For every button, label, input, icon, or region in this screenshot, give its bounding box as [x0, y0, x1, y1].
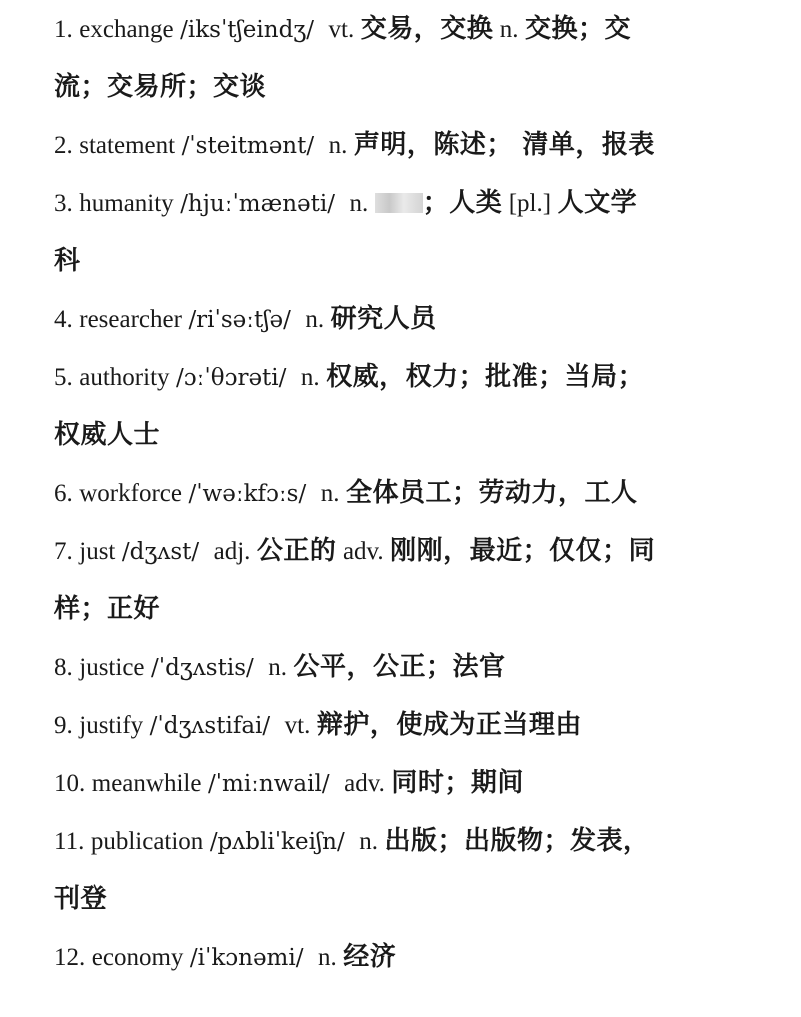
- entry-word: exchange: [79, 16, 174, 43]
- entry-number: 12.: [54, 944, 86, 971]
- entry-meaning: 权威，权力；批准；当局；: [326, 362, 645, 392]
- entry-phonetic: /ˈmiːnwail/: [207, 771, 330, 797]
- entry-part-of-speech: adv.: [344, 770, 385, 797]
- entry-meaning-continued: 科: [54, 246, 81, 276]
- entry-3-line-2: [54, 232, 784, 290]
- entry-phonetic: /ˈdʒʌstis/: [151, 655, 254, 681]
- entry-part-of-speech: adv.: [342, 538, 384, 565]
- entry-4-line-1: [54, 290, 784, 348]
- entry-meaning-continued: 样；正好: [54, 594, 161, 624]
- entry-phonetic: /ˈsteitmənt/: [181, 133, 315, 159]
- entry-1-line-2: [54, 58, 784, 116]
- blurred-text-mark: [375, 193, 423, 213]
- entry-phonetic: /iˈkɔnəmi/: [189, 945, 304, 971]
- entry-11-line-2: [54, 870, 784, 928]
- entry-number: 3.: [54, 190, 73, 217]
- entry-number: 10.: [54, 770, 86, 797]
- entry-plural-tag: [pl.]: [508, 190, 552, 217]
- entry-meaning: 同时；期间: [391, 768, 524, 798]
- entry-number: 11.: [54, 828, 85, 855]
- entry-word: authority: [79, 364, 170, 391]
- entry-word: meanwhile: [91, 770, 202, 797]
- entry-meaning: 公平，公正；法官: [293, 652, 506, 682]
- entry-3-line-1: [54, 174, 784, 232]
- entry-number: 9.: [54, 712, 73, 739]
- entry-meaning: 出版；出版物；发表，: [384, 826, 650, 856]
- entry-word: statement: [79, 132, 176, 159]
- entry-number: 1.: [54, 16, 73, 43]
- entry-number: 5.: [54, 364, 73, 391]
- entry-meaning: 声明，陈述； 清单，报表: [353, 130, 655, 160]
- entry-meaning-continued: 流；交易所；交谈: [54, 72, 267, 102]
- entry-meaning: 交换；交: [525, 14, 632, 44]
- entry-number: 8.: [54, 654, 73, 681]
- entry-7-line-2: [54, 580, 784, 638]
- entry-meaning: 研究人员: [330, 304, 437, 334]
- entry-phonetic: /dʒʌst/: [121, 539, 200, 565]
- entry-phonetic: /ɔːˈθɔrəti/: [176, 365, 287, 391]
- entry-phonetic: /riˈsəːtʃə/: [188, 307, 291, 333]
- entry-meaning: 全体员工；劳动力，工人: [346, 478, 638, 508]
- entry-meaning-continued: 权威人士: [54, 420, 161, 450]
- entry-word: just: [79, 538, 116, 565]
- entry-phonetic: /iksˈtʃeindʒ/: [180, 17, 315, 43]
- entry-part-of-speech: n.: [499, 16, 519, 43]
- entry-phonetic: /pʌbliˈkeiʃn/: [209, 829, 345, 855]
- entry-2-line-1: [54, 116, 784, 174]
- entry-part-of-speech: vt.: [328, 16, 355, 43]
- entry-number: 2.: [54, 132, 73, 159]
- entry-part-of-speech: vt.: [284, 712, 311, 739]
- entry-phonetic: /hjuːˈmænəti/: [180, 191, 335, 217]
- entry-meaning: 公正的: [256, 536, 337, 566]
- entry-6-line-1: [54, 464, 784, 522]
- entry-phonetic: /ˈdʒʌstifai/: [149, 713, 271, 739]
- entry-8-line-1: [54, 638, 784, 696]
- entry-meaning: 经济: [343, 942, 397, 972]
- entry-meaning: 人文学: [557, 188, 638, 218]
- entry-word: workforce: [79, 480, 182, 507]
- entry-meaning: 交易，交换: [360, 14, 494, 44]
- entry-phonetic: /ˈwəːkfɔːs/: [188, 481, 307, 507]
- entry-word: publication: [90, 828, 204, 855]
- entry-part-of-speech: n.: [359, 828, 378, 855]
- entry-number: 4.: [54, 306, 73, 333]
- entry-word: justify: [79, 712, 144, 739]
- entry-part-of-speech: adj.: [213, 538, 251, 565]
- entry-word: economy: [91, 944, 184, 971]
- entry-number: 7.: [54, 538, 73, 565]
- entry-12-line-1: [54, 928, 784, 986]
- entry-1-line-1: [54, 0, 784, 58]
- entry-word: humanity: [79, 190, 174, 217]
- entry-9-line-1: [54, 696, 784, 754]
- entry-10-line-1: [54, 754, 784, 812]
- entry-number: 6.: [54, 480, 73, 507]
- entry-part-of-speech: n.: [320, 480, 340, 507]
- entry-part-of-speech: n.: [268, 654, 287, 681]
- entry-5-line-2: [54, 406, 784, 464]
- entry-7-line-1: [54, 522, 784, 580]
- entry-part-of-speech: n.: [349, 190, 369, 217]
- entry-5-line-1: [54, 348, 784, 406]
- entry-part-of-speech: n.: [317, 944, 337, 971]
- entry-part-of-speech: n.: [305, 306, 325, 333]
- entry-word: researcher: [79, 306, 182, 333]
- entry-meaning: 辩护，使成为正当理由: [316, 710, 582, 740]
- entry-meaning: ；人类: [422, 188, 503, 218]
- entry-part-of-speech: n.: [300, 364, 320, 391]
- entry-part-of-speech: n.: [328, 132, 348, 159]
- entry-word: justice: [79, 654, 145, 681]
- entry-11-line-1: [54, 812, 784, 870]
- entry-meaning-continued: 刊登: [54, 884, 108, 914]
- entry-meaning: 刚刚，最近；仅仅；同: [390, 536, 656, 566]
- vocabulary-list: [54, 0, 784, 986]
